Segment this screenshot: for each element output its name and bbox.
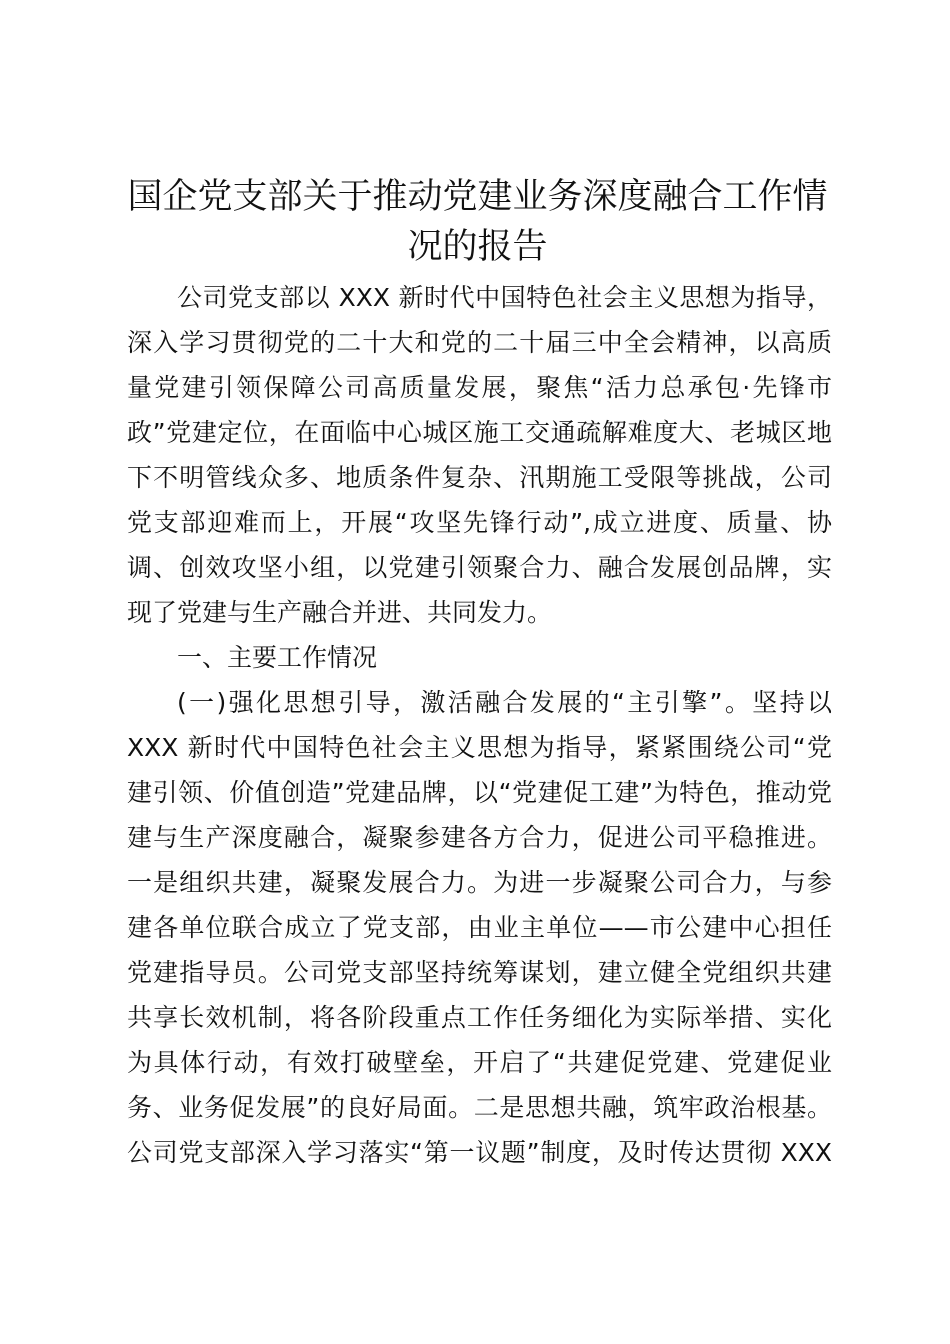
paragraph-line-19: 公司党支部深入学习落实“第一议题”制度，及时传达贯彻 XXX (127, 1138, 832, 1167)
paragraph-line-9: (一)强化思想引导，激活融合发展的“主引擎”。坚持以 (177, 688, 832, 717)
paragraph-line-16: 共享长效机制，将各阶段重点工作任务细化为实际举措、实化 (127, 1003, 832, 1032)
paragraph-line-8: 现了党建与生产融合并进、共同发力。 (127, 598, 553, 627)
paragraph-line-13: 一是组织共建，凝聚发展合力。为进一步凝聚公司合力，与参 (127, 868, 832, 897)
paragraph-line-17: 为具体行动，有效打破壁垒，开启了“共建促党建、党建促业 (127, 1048, 832, 1077)
paragraph-line-5: 下不明管线众多、地质条件复杂、汛期施工受限等挑战，公司 (127, 463, 832, 492)
document-title (125, 172, 830, 272)
paragraph-line-4: 政”党建定位，在面临中心城区施工交通疏解难度大、老城区地 (127, 418, 832, 447)
paragraph-line-12: 建与生产深度融合，凝聚参建各方合力，促进公司平稳推进。 (127, 823, 832, 852)
paragraph-line-18: 务、业务促发展”的良好局面。二是思想共融，筑牢政治根基。 (127, 1093, 832, 1122)
paragraph-line-2: 深入学习贯彻党的二十大和党的二十届三中全会精神，以高质 (127, 328, 832, 357)
paragraph-line-7: 调、创效攻坚小组，以党建引领聚合力、融合发展创品牌，实 (127, 553, 832, 582)
paragraph-line-1: 公司党支部以 XXX 新时代中国特色社会主义思想为指导， (177, 283, 832, 312)
paragraph-line-10: XXX 新时代中国特色社会主义思想为指导，紧紧围绕公司“党 (127, 733, 832, 762)
title-line-2: 况的报告 (407, 227, 548, 267)
paragraph-line-3: 量党建引领保障公司高质量发展，聚焦“活力总承包·先锋市 (127, 373, 832, 402)
paragraph-line-14: 建各单位联合成立了党支部，由业主单位——市公建中心担任 (127, 913, 832, 942)
paragraph-line-6: 党支部迎难而上，开展“攻坚先锋行动”,成立进度、质量、协 (127, 508, 832, 537)
title-line-1: 国企党支部关于推动党建业务深度融合工作情 (127, 177, 828, 217)
section-heading: 一、主要工作情况 (177, 643, 378, 672)
paragraph-line-15: 党建指导员。公司党支部坚持统筹谋划，建立健全党组织共建 (127, 958, 832, 987)
paragraph-line-11: 建引领、价值创造”党建品牌，以“党建促工建”为特色，推动党 (127, 778, 832, 807)
